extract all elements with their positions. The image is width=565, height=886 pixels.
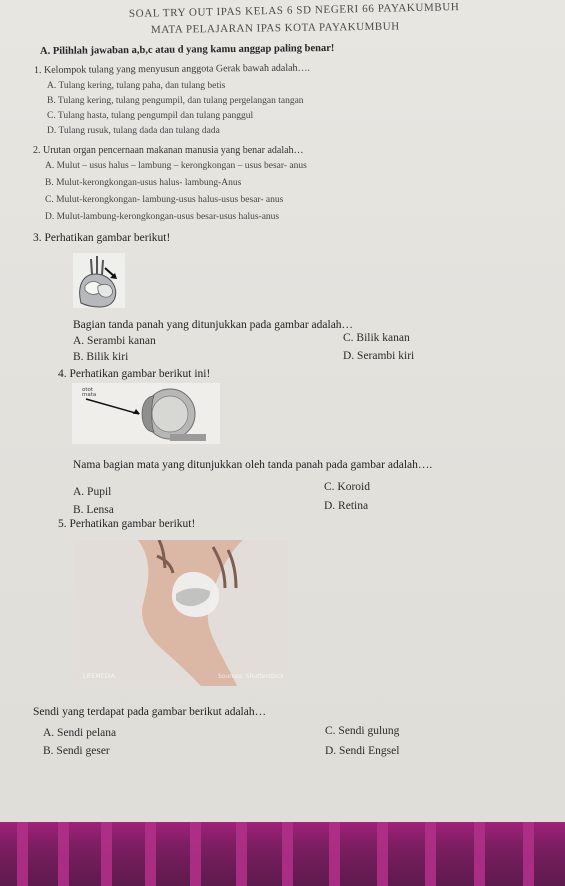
cover-stripe-2	[58, 822, 69, 886]
heart-vessels	[91, 256, 103, 275]
question-1: 1. Kelompok tulang yang menyusun anggota Gerak bawah adalah….	[33, 62, 311, 76]
q2-option-d: D. Mulut-lambung-kerongkongan-usus besar-usus halus-anus	[45, 212, 280, 222]
q1-option-c: C. Tulang hasta, tulang pengumpil dan tulang panggul	[47, 111, 254, 121]
q5-option-c: C. Sendi gulung	[325, 725, 400, 737]
cover-stripe-3	[101, 822, 112, 886]
question-5: 5. Perhatikan gambar berikut!	[58, 518, 196, 530]
q3-option-b: B. Bilik kiri	[73, 351, 129, 363]
q3-option-d: D. Serambi kiri	[343, 350, 415, 362]
eye-diagram-svg	[72, 383, 220, 444]
cover-stripe-10	[425, 822, 436, 886]
q4-option-a: A. Pupil	[73, 486, 112, 498]
header-subtitle: MATA PELAJARAN IPAS KOTA PAYAKUMBUH	[150, 20, 400, 36]
cover-stripe-9	[377, 822, 388, 886]
heart-diagram-image	[73, 253, 125, 308]
knee-joint-image	[73, 540, 288, 686]
section-instruction: A. Pilihlah jawaban a,b,c atau d yang kamu anggap paling benar!	[39, 42, 335, 57]
heart-diagram-svg	[73, 253, 125, 308]
eye-arrow-label-2: mata	[82, 392, 97, 398]
question-3: 3. Perhatikan gambar berikut!	[33, 232, 171, 244]
question-2: 2. Urutan organ pencernaan makanan manusia yang benar adalah…	[33, 145, 304, 156]
header-title: SOAL TRY OUT IPAS KELAS 6 SD NEGERI 66 PAYAKUMBUH	[128, 1, 460, 20]
knee-watermark-right: Sources: Shutterstock	[218, 673, 284, 680]
knee-diagram-svg	[73, 540, 288, 686]
cover-stripe-1	[17, 822, 28, 886]
eye-label-box	[170, 434, 206, 441]
q2-option-c: C. Mulut-kerongkongan- lambung-usus halus-usus besar- anus	[45, 195, 284, 205]
eyeball-inner	[152, 396, 188, 432]
q2-option-a: A. Mulut – usus halus – lambung – kerongkongan – usus besar- anus	[45, 161, 307, 171]
q5-option-a: A. Sendi pelana	[43, 727, 117, 739]
cover-stripe-5	[190, 822, 201, 886]
q1-option-b: B. Tulang kering, tulang pengumpil, dan tulang pergelangan tangan	[47, 96, 304, 106]
q1-option-d: D. Tulang rusuk, tulang dada dan tulang dada	[47, 126, 220, 136]
q4-option-d: D. Retina	[324, 500, 369, 512]
eye-arrow-label-1: otot	[82, 387, 94, 393]
q5-option-d: D. Sendi Engsel	[325, 745, 400, 757]
question-4: 4. Perhatikan gambar berikut ini!	[58, 368, 211, 380]
q1-option-a: A. Tulang kering, tulang paha, dan tulang betis	[47, 81, 226, 91]
cover-stripe-12	[523, 822, 534, 886]
cover-stripe-11	[474, 822, 485, 886]
q4-option-c: C. Koroid	[324, 481, 370, 493]
cover-stripe-6	[236, 822, 247, 886]
question-4-prompt: Nama bagian mata yang ditunjukkan oleh tanda panah pada gambar adalah….	[73, 459, 433, 471]
q4-option-b: B. Lensa	[73, 504, 114, 516]
q3-option-a: A. Serambi kanan	[73, 335, 156, 347]
cover-stripe-4	[145, 822, 156, 886]
eye-diagram-image	[72, 383, 220, 444]
cover-stripe-7	[282, 822, 293, 886]
question-5-prompt: Sendi yang terdapat pada gambar berikut adalah…	[33, 706, 267, 718]
q5-option-b: B. Sendi geser	[43, 745, 110, 757]
knee-watermark-left: LIFEMEDIA	[83, 673, 115, 680]
cover-stripe-8	[329, 822, 340, 886]
q3-option-c: C. Bilik kanan	[343, 332, 410, 344]
q2-option-b: B. Mulut-kerongkongan-usus halus- lambung-Anus	[45, 178, 242, 188]
question-3-prompt: Bagian tanda panah yang ditunjukkan pada gambar adalah…	[73, 319, 354, 331]
